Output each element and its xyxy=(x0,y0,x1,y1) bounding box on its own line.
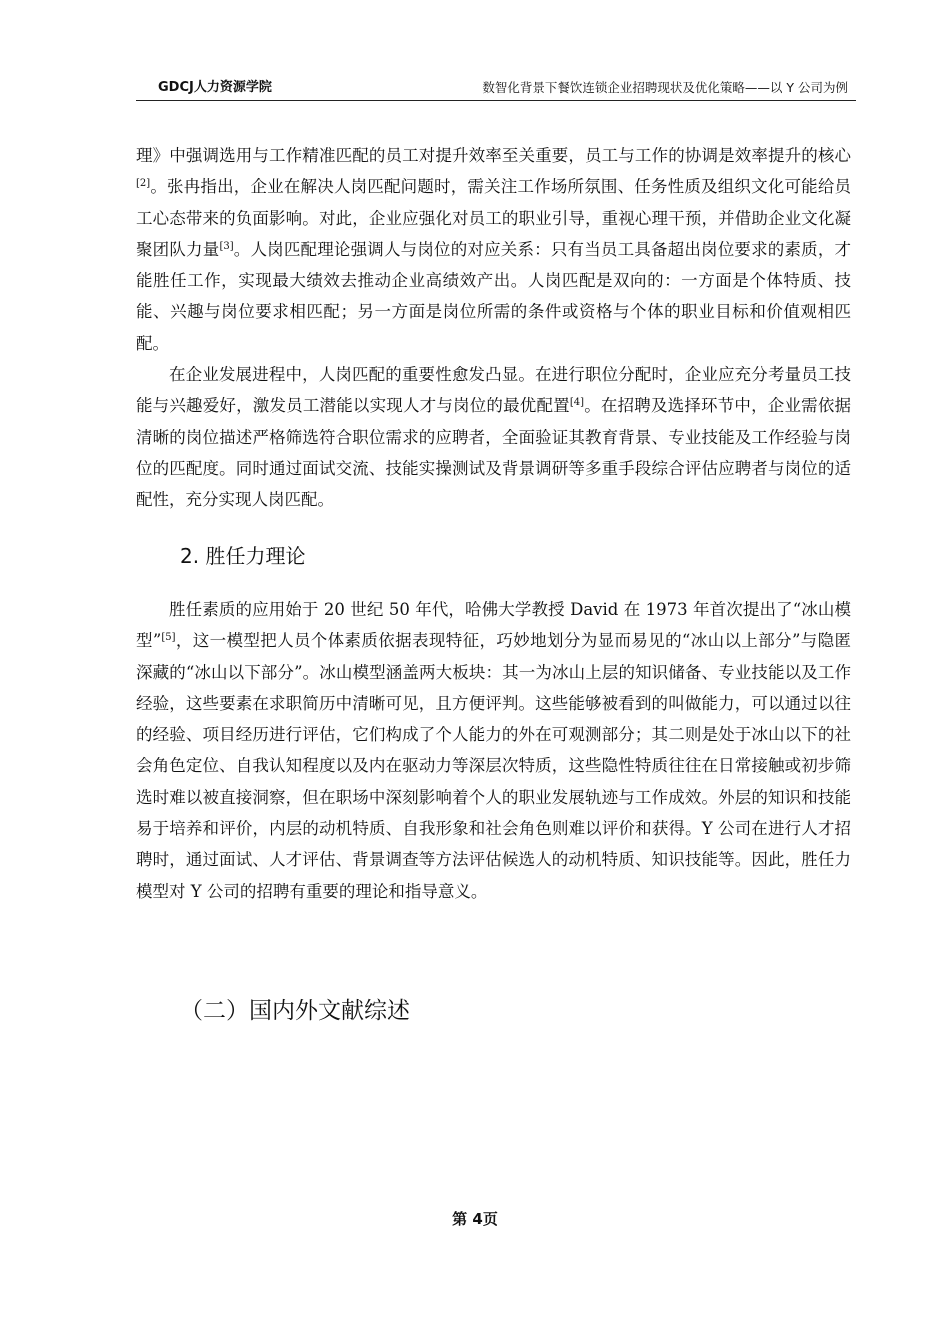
page-header xyxy=(136,76,856,101)
paragraph-text: ，这一模型把人员个体素质依据表现特征，巧妙地划分为显而易见的“冰山以上部分”与隐匿深藏的“冰山以下部分”。冰山模型涵盖两大板块：其一为冰山上层的知识储备、专业技能以及工作经验，这些要素在求职简历中清晰可见，且方便评判。这些能够被看到的叫做能力，可以通过以往的经验、项目经历进行评估，它们构成了个人能力的外在可观测部分；其二则是处于冰山以下的社会角色定位、自我认知程度以及内在驱动力等深层次特质，这些隐性特质往往在日常接触或初步筛选时难以被直接洞察，但在职场中深刻影响着个人的职业发展轨迹与工作成效。外层的知识和技能易于培养和评价，内层的动机特质、自我形象和社会角色则难以评价和获得。Y 公司在进行人才招聘时，通过面试、人才评估、背景调查等方法评估候选人的动机特质、知识技能等。因此，胜任力模型对 Y 公司的招聘有重要的理论和指导意义。 xyxy=(136,631,852,901)
page-number: 第 4页 xyxy=(452,1210,498,1228)
header-paper-title: 数智化背景下餐饮连锁企业招聘现状及优化策略——以 Y 公司为例 xyxy=(482,80,848,95)
section-heading-competency-theory: 2. 胜任力理论 xyxy=(180,544,306,568)
paragraph-person-job-fit xyxy=(136,140,851,359)
paragraph-text: 胜任素质的应用始于 20 世纪 50 年代，哈佛大学教授 David 在 1973 年首次提出了“冰山模型” xyxy=(136,600,851,651)
header-institution: GDCJ人力资源学院 xyxy=(158,80,272,95)
paragraph-text: 在企业发展进程中，人岗匹配的重要性愈发凸显。在进行职位分配时，企业应充分考量员工技能与兴趣爱好，激发员工潜能以实现人才与岗位的最优配置 xyxy=(136,365,851,416)
citation-ref: [5] xyxy=(161,632,176,644)
citation-ref: [2] xyxy=(136,178,151,190)
paragraph-iceberg-model xyxy=(136,594,851,907)
paragraph-importance xyxy=(136,359,851,515)
paragraph-text: 。在招聘及选择环节中，企业需依据清晰的岗位描述严格筛选符合职位需求的应聘者，全面验证其教育背景、专业技能及工作经验与岗位的匹配度。同时通过面试交流、技能实操测试及背景调研等多重手段综合评估应聘者与岗位的适配性，充分实现人岗匹配。 xyxy=(136,396,852,510)
citation-ref: [3] xyxy=(219,240,234,252)
paragraph-text: 理》中强调选用与工作精准匹配的员工对提升效率至关重要，员工与工作的协调是效率提升的核心 xyxy=(136,146,851,165)
body-text-block-1 xyxy=(136,140,851,516)
paragraph-text: 。张冉指出，企业在解决人岗匹配问题时，需关注工作场所氛围、任务性质及组织文化可能给员工心态带来的负面影响。对此，企业应强化对员工的职业引导，重视心理干预，并借助企业文化凝聚团队力量 xyxy=(136,177,851,259)
paragraph-text: 。人岗匹配理论强调人与岗位的对应关系：只有当员工具备超出岗位要求的素质，才能胜任工作，实现最大绩效去推动企业高绩效产出。人岗匹配是双向的：一方面是个体特质、技能、兴趣与岗位要求相匹配；另一方面是岗位所需的条件或资格与个体的职业目标和价值观相匹配。 xyxy=(136,239,852,353)
chapter-heading-literature-review: （二）国内外文献综述 xyxy=(180,998,410,1024)
body-text-block-2 xyxy=(136,594,851,907)
citation-ref: [4] xyxy=(569,397,585,409)
